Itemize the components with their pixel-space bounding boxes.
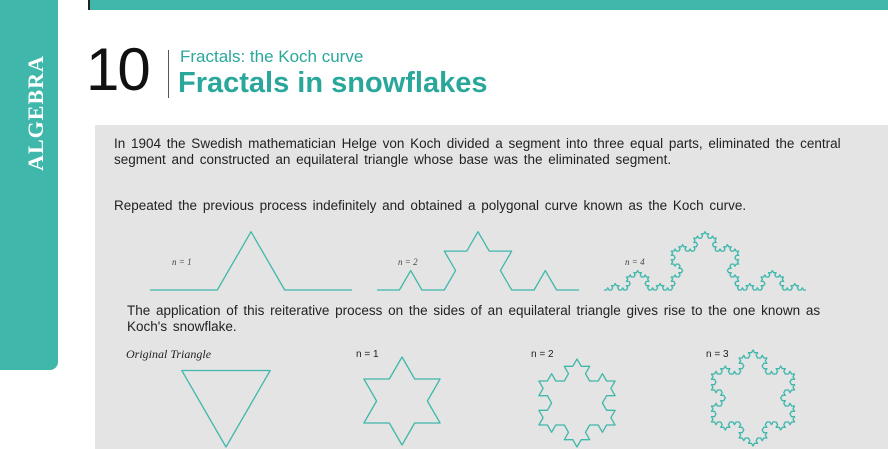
title-divider: [168, 50, 169, 98]
paragraph-repetition: Repeated the previous process indefinitely and obtained a polygonal curve known as the Koch curve.: [114, 198, 747, 213]
subtitle-kicker: Fractals: the Koch curve: [180, 47, 364, 66]
original-triangle-label: Original Triangle: [126, 347, 212, 361]
side-tab-label: ALGEBRA: [23, 55, 48, 171]
chapter-number: 10: [86, 36, 149, 103]
snowflake-label-3: n = 3: [706, 349, 729, 360]
snowflake-label-1: n = 1: [356, 349, 379, 360]
content-panel: [95, 125, 888, 449]
side-section-tab: [0, 0, 58, 370]
curve-label-3: n = 4: [625, 257, 645, 267]
curve-label-1: n = 1: [172, 257, 192, 267]
paragraph-snowflake: The application of this reiterative process on the sides of an equilateral triangle gives rise to the one known as Koch's snowflake.: [127, 303, 821, 334]
top-accent-bar: [88, 0, 888, 10]
snowflake-label-2: n = 2: [531, 349, 554, 360]
top-bar-edge: [88, 0, 90, 10]
curve-label-2: n = 2: [398, 257, 418, 267]
paragraph-history: In 1904 the Swedish mathematician Helge von Koch divided a segment into three equal parts, eliminated the central segment and constructed an equilateral triangle whose base was the eliminated segment.: [114, 136, 841, 167]
page-title: Fractals in snowflakes: [178, 67, 488, 99]
